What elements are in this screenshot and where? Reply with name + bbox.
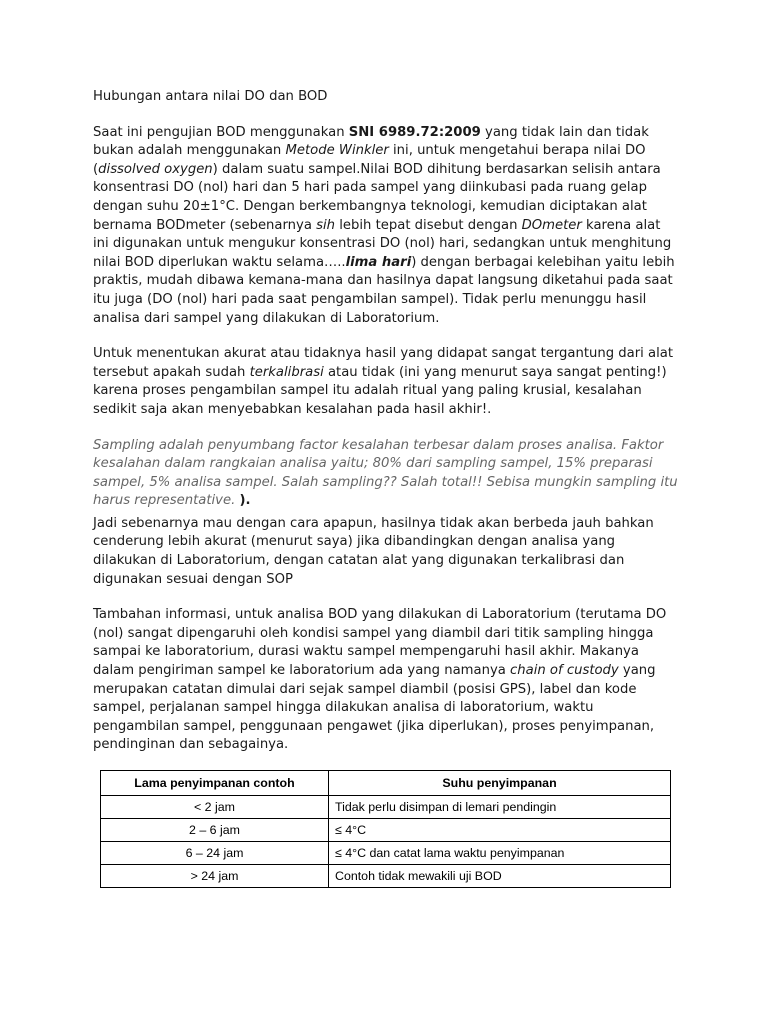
table-cell: ≤ 4°C dan catat lama waktu penyimpanan [329, 842, 671, 865]
paragraph-accuracy [93, 345, 678, 419]
term-chain-of-custody: chain of custody [510, 663, 619, 679]
table-cell: 2 – 6 jam [101, 819, 329, 842]
quote-text: Sampling adalah penyumbang factor kesalahan terbesar dalam proses analisa. Faktor kesalahan dalam rangkaian analisa yaitu; 80% dari sampling sampel, 15% preparasi sampel, 5% analisa sampel. Salah sampling?? Salah total!! Sebisa mungkin sampling itu harus representative. [93, 437, 678, 509]
document-body [93, 88, 678, 772]
text-run: karena alat ini digunakan untuk mengukur konsentrasi DO (nol) hari, sedangkan untuk menghitung nilai BOD diperlukan waktu selama….. [93, 217, 672, 270]
document-title: Hubungan antara nilai DO dan BOD [93, 89, 328, 104]
table-cell: Tidak perlu disimpan di lemari pendingin [329, 796, 671, 819]
paragraph-conclusion: Jadi sebenarnya mau dengan cara apapun, hasilnya tidak akan berbeda jauh bahkan cenderung lebih akurat (menurut saya) jika dibandingkan dengan analisa yang dilakukan di Laboratorium, dengan catatan alat yang digunakan terkalibrasi dan digunakan sesuai dengan SOP [93, 515, 654, 587]
term-dissolved-oxygen: dissolved oxygen [98, 161, 213, 177]
table-row [101, 842, 671, 865]
paragraph-additional-info [93, 606, 678, 755]
text-run: ) dengan berbagai kelebihan yaitu lebih praktis, mudah dibawa kemana-mana dan hasilnya dapat langsung diketahui pada saat itu juga (DO (nol) hari pada saat pengambilan sampel). Tidak perlu menunggu hasil analisa dari sampel yang dilakukan di Laboratorium. [93, 254, 675, 326]
table-header-row [101, 771, 671, 796]
column-header: Suhu penyimpanan [329, 771, 671, 796]
term-lima-hari: lima hari [345, 254, 412, 270]
text-run: Untuk menentukan akurat atau tidaknya hasil yang didapat sangat tergantung dari alat tersebut apakah sudah [93, 346, 674, 380]
column-header: Lama penyimpanan contoh [101, 771, 329, 796]
storage-table [100, 770, 671, 888]
method-name: Metode Winkler [285, 143, 389, 159]
standard-code: SNI 6989.72:2009 [348, 124, 481, 140]
quote-sampling [93, 437, 678, 511]
text-run: lebih tepat disebut dengan [335, 217, 522, 233]
text-run: ini, untuk mengetahui berapa nilai DO ( [93, 143, 646, 177]
table-row [101, 819, 671, 842]
text-run: Tambahan informasi, untuk analisa BOD yang dilakukan di Laboratorium (terutama DO (nol) sangat dipengaruhi oleh kondisi sampel yang diambil dari titik sampling hingga sampai ke laboratorium, durasi waktu sampel mempengaruhi hasil akhir. Makanya dalam pengiriman sampel ke laboratorium ada yang namanya [93, 607, 667, 679]
text-run: Saat ini pengujian BOD menggunakan [93, 124, 349, 140]
term-dometer: DOmeter [521, 217, 582, 233]
quote-close: ). [239, 493, 251, 509]
text-run: ) dalam suatu sampel.Nilai BOD dihitung berdasarkan selisih antara konsentrasi DO (nol) hari dan 5 hari pada sampel yang diinkubasi pada ruang gelap dengan suhu 20±1°C. Dengan berkembangnya teknologi, kemudian diciptakan alat bernama BODmeter (sebenarnya [93, 161, 661, 233]
table-cell: > 24 jam [101, 865, 329, 888]
text-run: atau tidak (ini yang menurut saya sangat penting!) karena proses pengambilan sampel itu adalah ritual yang paling krusial, kesalahan sedikit saja akan menyebabkan kesalahan pada hasil akhir!. [93, 364, 667, 417]
table-row [101, 796, 671, 819]
paragraph-bod-method [93, 124, 678, 329]
table-cell: Contoh tidak mewakili uji BOD [329, 865, 671, 888]
table-cell: < 2 jam [101, 796, 329, 819]
text-run: yang merupakan catatan dimulai dari sejak sampel diambil (posisi GPS), label dan kode sampel, perjalanan sampel hingga dilakukan analisa di laboratorium, waktu pengambilan sampel, penggunaan pengawet (jika diperlukan), proses penyimpanan, pendinginan dan sebagainya. [93, 663, 656, 753]
term-terkalibrasi: terkalibrasi [249, 364, 324, 380]
table-cell: ≤ 4°C [329, 819, 671, 842]
table-cell: 6 – 24 jam [101, 842, 329, 865]
term-sih: sih [316, 217, 336, 233]
text-run: yang tidak lain dan tidak bukan adalah menggunakan [93, 124, 649, 159]
table-row [101, 865, 671, 888]
